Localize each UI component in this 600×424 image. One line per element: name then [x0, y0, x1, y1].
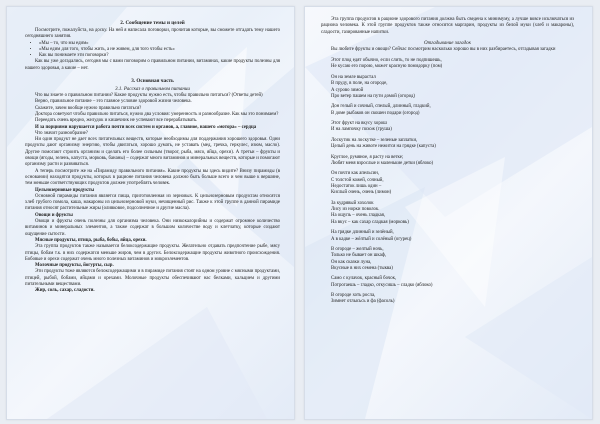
- riddle-stanza: [331, 171, 574, 196]
- riddle-line: Только не бывает он шкаф,: [331, 253, 387, 259]
- riddle-line: Само с кулачок, красный бочок,: [331, 276, 397, 282]
- paragraph: Что значит разнообразие?: [35, 130, 88, 136]
- riddle-line: Вкусные в них семена (тыква): [331, 265, 393, 271]
- riddle-line: За кудрявый хохолок: [331, 200, 374, 206]
- paragraph: Эти продукты тоже являются белоксодержащими и в пирамиде питания стоят на одном уровне с мясными продуктами, птицей, рыбой, бобами, яйцами и орехами. Молочные продукты обеспечивают нас белками, кальцием и другими питательными веществами.: [25, 269, 280, 287]
- riddle-line: Круглое, румяное, я расту на ветке;: [331, 154, 404, 160]
- paragraph: Эта группа продуктов в рационе здорового питания должна быть сведена к минимуму, а лучше вовсе исключаться из рациона человека. К этой группе продуктов также относятся маргарин, продукты из белой муки (хлеб и макароны), сладости, газированные напитки.: [321, 17, 574, 35]
- subheading: Молочные продукты, йогурты, сыр.: [35, 263, 114, 269]
- paragraph: Переедать очень вредно, желудок и кишечник не успевают все перерабатывать.: [35, 118, 198, 124]
- paragraph: Вы любите фрукты и овощи? Сейчас посмотрим насколько хорошо вы в них разбираетесь, отгадывая загадки: [331, 46, 556, 52]
- riddle-line: Недостаток лишь один –: [331, 184, 382, 190]
- riddle-line: На ощупь – очень гладкая,: [331, 213, 386, 219]
- section2-heading: 2. Сообщение темы и целей: [120, 20, 185, 26]
- riddle-line: И на лампочку похож (груша): [331, 127, 392, 133]
- paragraph: А теперь посмотрите же на «Пирамиду правильного питания». Какие продукты вы здесь видите? Внизу пирамиды (в основании) находятся продукты, которых в рационе питания человека должно быть больше всего и чем выше к вершине, тем меньше соответствующих продуктов должен употреблять человек.: [25, 168, 280, 187]
- riddle-stanza: [331, 155, 574, 168]
- paragraph: Основной пирамиды питания является пища, приготовленная из зерновых. К цельнозерновым продуктам относятся хлеб грубого помола, каша, макароны из цельнозерновой муки, нечищенный рис. Также к этой группе в данной пирамиде питания относят растительные жиры (оливковое, подсолнечное и другие масла).: [25, 193, 280, 212]
- riddle-stanza: [331, 276, 574, 289]
- paragraph: Верно, правильное питание – это главное условие здоровой жизни человека.: [35, 99, 192, 105]
- riddle-line: Этот плод едят обычно, если слить, то не подпишешь,: [331, 58, 442, 64]
- riddle-line: Лоскутик на лоскутке – зеленые заплатки,: [331, 137, 418, 143]
- riddle-stanza: [331, 293, 574, 306]
- riddles-list: [331, 58, 574, 306]
- riddle-line: Целый день на животе нежится на грядке (капуста): [331, 144, 436, 150]
- paragraph: Что вы знаете о правильном питании? Какие продукты нужно есть, чтобы правильно питаться? (Ответы детей): [35, 93, 263, 99]
- riddle-line: Не кусаю его порою, может красную помидорку (пом): [331, 64, 443, 70]
- riddle-line: Он как сказки луна,: [331, 259, 372, 265]
- list-item: • «Мы – то, что мы едим»: [39, 41, 280, 47]
- section3-heading: 3. Основная часть: [131, 78, 174, 85]
- subheading: Мясные продукты, птица, рыба, бобы, яйца, орехи.: [35, 237, 147, 243]
- riddle-line: Он почти как апельсин,: [331, 171, 380, 177]
- riddle-line: Зимнет отлысьсь и фа (фасоль): [331, 299, 395, 305]
- riddle-line: Лису из норки поволок.: [331, 207, 380, 213]
- riddle-stanza: [331, 247, 574, 272]
- subheading: Цельнозерновые продукты: [35, 187, 95, 193]
- paragraph: Ни один продукт не дает всех питательных веществ, которые необходимы для поддержания хорошего здоровья. Одни продукты дают организму энергию, чтобы двигаться, хорошо думать, не уставать (мед, гречка, геркулес, изюм, масло). Другие помогают строить организм и сделать его более сильным (творог, рыба, мясо, яйца, орехи). А третьи – фрукты и овощи (ягоды, зелень, капуста, морковь, бананы) – содержат много витаминов и минеральных веществ, которые и помогают организму расти и развиваться.: [25, 137, 280, 168]
- right-page: [304, 6, 593, 420]
- subheading: Жир, соль, сахар, сладости.: [35, 288, 95, 294]
- riddle-line: В огороде – желтый ночь,: [331, 247, 384, 252]
- section31-heading: 3.1. Рассказ о правильном питании: [115, 87, 190, 93]
- riddle-stanza: [331, 230, 574, 243]
- riddle-stanza: [331, 201, 574, 226]
- riddles-heading: Отгадывание загадок: [424, 40, 471, 46]
- riddle-line: В доме рыбаков он скошен подари (огород): [331, 110, 420, 116]
- riddle-line: Кислый очень, очень (лимон): [331, 190, 392, 196]
- paragraph: Эта группа продуктов также называется белоксодержащие продукты. Желательно отдавать предпочтение рыбе, мясу птицы, бобам т.к. в них содержатся меньше жиров, чем в других. Белоксодержащие продукты животного происхождения. Бобовые и орехи содержат очень много полезных витаминов и микроэлементов.: [25, 244, 280, 262]
- riddle-line: В пруду, в поле, на огороде,: [331, 81, 388, 87]
- riddle-line: На вкус – как сахар сладкая (морковь): [331, 219, 409, 225]
- riddle-stanza: [331, 138, 574, 151]
- left-page: [6, 6, 295, 420]
- paragraph: Овощи и фрукты очень полезны для организма человека. Они низкокалорийны и содержат огромное количество витаминов и минеральных элементов, а также содержат в большом количестве воду и клетчатку, которые создают ощущение сытости.: [25, 219, 280, 237]
- riddle-stanza: [331, 58, 574, 71]
- subheading: Овощи и фрукты: [35, 212, 73, 218]
- list-item: • Как вы понимаете эти поговорки?: [39, 53, 280, 59]
- riddle-line: С толстой кожей, сочный,: [331, 177, 384, 183]
- paragraph: Как вы уже догадались, сегодня мы с вами поговорим о правильном питании, витаминах, какие продукты полезны для нашего здоровья, а какие – нет.: [25, 59, 280, 71]
- riddle-line: Этот фрукт на вкусу хорош: [331, 121, 387, 127]
- riddle-stanza: [331, 104, 574, 117]
- paragraph: Посмотрите, пожалуйста, на доску. На ней я написала поговорки, прочитав которые, вы сможете отгадать тему нашего сегодняшнего занятия.: [25, 28, 280, 40]
- proverb-list: [25, 41, 280, 60]
- list-item: • «Мы едим для того, чтобы жить, а не живем, для того чтобы есть»: [39, 47, 280, 53]
- paragraph: Доктора советуют чтобы правильно питаться, нужно два условия: умеренность и разнообразие. Как мы это понимаем?: [35, 111, 279, 117]
- riddle-line: А сурово зимой: [331, 87, 364, 93]
- paragraph: Скажите, зачем вообще нужно правильно питаться?: [35, 105, 142, 111]
- riddle-line: На грядке длинный и зелёный,: [331, 230, 394, 236]
- paragraph-bold: И за порциями нарушается работа почти всех систем и органов, а, главное, нашего «мотора» – сердца: [35, 124, 257, 130]
- riddle-line: Потрогаешь – гладко, откусишь – сладко (яблоко): [331, 282, 433, 288]
- riddle-line: Любят меня взрослые и маленькие детки (яблоко): [331, 160, 434, 166]
- riddle-stanza: [331, 75, 574, 100]
- riddle-line: В огороде хоть росла,: [331, 293, 376, 299]
- riddle-line: Дон гелый и сочный, спелый, длинный, гладкий,: [331, 104, 431, 110]
- riddle-line: Про ветер пашем на пути домой (огород): [331, 93, 416, 99]
- riddle-stanza: [331, 121, 574, 134]
- riddle-line: Он на земле вырастал: [331, 74, 376, 80]
- riddle-line: А в кадке – жёлтый и солёный (огурец): [331, 236, 412, 242]
